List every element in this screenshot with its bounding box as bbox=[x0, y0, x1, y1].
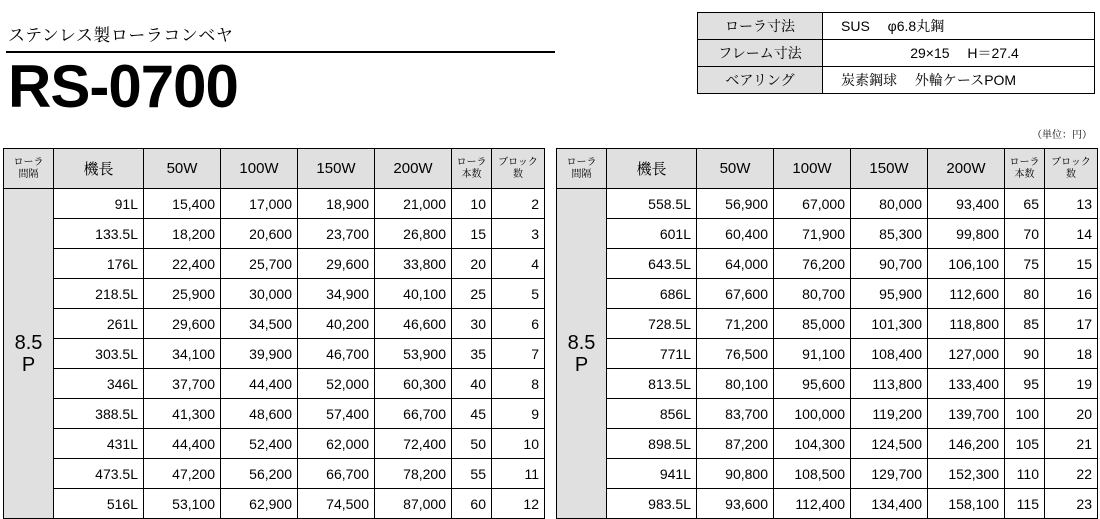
cell-w100: 30,000 bbox=[221, 279, 298, 309]
cell-w100: 44,400 bbox=[221, 369, 298, 399]
cell-blocks: 9 bbox=[492, 399, 545, 429]
cell-w200: 60,300 bbox=[375, 369, 452, 399]
column-header-w200: 200W bbox=[928, 149, 1005, 189]
table-row bbox=[4, 249, 545, 279]
cell-rollers: 90 bbox=[1005, 339, 1045, 369]
table-row bbox=[4, 189, 545, 219]
cell-length: 91L bbox=[54, 189, 144, 219]
cell-w50: 25,900 bbox=[144, 279, 221, 309]
cell-rollers: 35 bbox=[452, 339, 492, 369]
cell-rollers: 25 bbox=[452, 279, 492, 309]
table-row bbox=[557, 339, 1098, 369]
cell-w100: 71,900 bbox=[774, 219, 851, 249]
cell-length: 856L bbox=[607, 399, 697, 429]
cell-w150: 134,400 bbox=[851, 489, 928, 519]
cell-w50: 18,200 bbox=[144, 219, 221, 249]
table-row bbox=[4, 459, 545, 489]
cell-w150: 113,800 bbox=[851, 369, 928, 399]
price-table-left bbox=[3, 148, 545, 519]
column-header-w100: 100W bbox=[774, 149, 851, 189]
cell-rollers: 65 bbox=[1005, 189, 1045, 219]
cell-w150: 108,400 bbox=[851, 339, 928, 369]
cell-rollers: 55 bbox=[452, 459, 492, 489]
table-row bbox=[557, 309, 1098, 339]
cell-w50: 41,300 bbox=[144, 399, 221, 429]
cell-length: 431L bbox=[54, 429, 144, 459]
cell-blocks: 12 bbox=[492, 489, 545, 519]
cell-blocks: 13 bbox=[1045, 189, 1098, 219]
cell-w100: 100,000 bbox=[774, 399, 851, 429]
cell-w50: 44,400 bbox=[144, 429, 221, 459]
cell-w150: 29,600 bbox=[298, 249, 375, 279]
column-header-pitch: ローラ 間隔 bbox=[557, 149, 607, 189]
cell-blocks: 14 bbox=[1045, 219, 1098, 249]
cell-w100: 91,100 bbox=[774, 339, 851, 369]
cell-rollers: 40 bbox=[452, 369, 492, 399]
table-row bbox=[4, 279, 545, 309]
cell-w150: 124,500 bbox=[851, 429, 928, 459]
column-header-w100: 100W bbox=[221, 149, 298, 189]
column-header-w200: 200W bbox=[375, 149, 452, 189]
column-header-rollers: ローラ 本数 bbox=[1005, 149, 1045, 189]
column-header-rollers: ローラ 本数 bbox=[452, 149, 492, 189]
cell-w50: 76,500 bbox=[697, 339, 774, 369]
table-row bbox=[557, 189, 1098, 219]
cell-w150: 40,200 bbox=[298, 309, 375, 339]
cell-w50: 60,400 bbox=[697, 219, 774, 249]
cell-w200: 112,600 bbox=[928, 279, 1005, 309]
table-row bbox=[4, 309, 545, 339]
cell-w150: 85,300 bbox=[851, 219, 928, 249]
cell-blocks: 22 bbox=[1045, 459, 1098, 489]
cell-w100: 85,000 bbox=[774, 309, 851, 339]
cell-w50: 93,600 bbox=[697, 489, 774, 519]
table-row bbox=[557, 369, 1098, 399]
cell-w200: 146,200 bbox=[928, 429, 1005, 459]
cell-w50: 34,100 bbox=[144, 339, 221, 369]
cell-w100: 62,900 bbox=[221, 489, 298, 519]
cell-blocks: 19 bbox=[1045, 369, 1098, 399]
cell-rollers: 75 bbox=[1005, 249, 1045, 279]
cell-blocks: 3 bbox=[492, 219, 545, 249]
cell-w200: 152,300 bbox=[928, 459, 1005, 489]
cell-w150: 119,200 bbox=[851, 399, 928, 429]
table-row bbox=[557, 279, 1098, 309]
cell-w50: 47,200 bbox=[144, 459, 221, 489]
cell-length: 686L bbox=[607, 279, 697, 309]
cell-w100: 34,500 bbox=[221, 309, 298, 339]
cell-w200: 46,600 bbox=[375, 309, 452, 339]
table-row bbox=[557, 399, 1098, 429]
table-row bbox=[4, 429, 545, 459]
spec-label: フレーム寸法 bbox=[698, 40, 823, 67]
cell-w50: 64,000 bbox=[697, 249, 774, 279]
cell-length: 558.5L bbox=[607, 189, 697, 219]
cell-length: 728.5L bbox=[607, 309, 697, 339]
cell-blocks: 6 bbox=[492, 309, 545, 339]
column-header-w150: 150W bbox=[851, 149, 928, 189]
cell-length: 941L bbox=[607, 459, 697, 489]
cell-rollers: 115 bbox=[1005, 489, 1045, 519]
cell-w50: 80,100 bbox=[697, 369, 774, 399]
cell-w200: 133,400 bbox=[928, 369, 1005, 399]
cell-rollers: 105 bbox=[1005, 429, 1045, 459]
cell-rollers: 95 bbox=[1005, 369, 1045, 399]
cell-w100: 67,000 bbox=[774, 189, 851, 219]
cell-length: 771L bbox=[607, 339, 697, 369]
column-header-w50: 50W bbox=[697, 149, 774, 189]
column-header-w150: 150W bbox=[298, 149, 375, 189]
cell-blocks: 8 bbox=[492, 369, 545, 399]
cell-w100: 108,500 bbox=[774, 459, 851, 489]
cell-w150: 74,500 bbox=[298, 489, 375, 519]
table-row bbox=[557, 429, 1098, 459]
cell-w150: 129,700 bbox=[851, 459, 928, 489]
spec-row-frame bbox=[698, 40, 1095, 67]
cell-w100: 76,200 bbox=[774, 249, 851, 279]
cell-w100: 48,600 bbox=[221, 399, 298, 429]
cell-w50: 87,200 bbox=[697, 429, 774, 459]
cell-rollers: 110 bbox=[1005, 459, 1045, 489]
cell-w150: 18,900 bbox=[298, 189, 375, 219]
cell-w200: 127,000 bbox=[928, 339, 1005, 369]
table-row bbox=[4, 219, 545, 249]
cell-length: 133.5L bbox=[54, 219, 144, 249]
cell-blocks: 2 bbox=[492, 189, 545, 219]
cell-rollers: 10 bbox=[452, 189, 492, 219]
column-header-pitch: ローラ 間隔 bbox=[4, 149, 54, 189]
cell-w150: 62,000 bbox=[298, 429, 375, 459]
cell-w150: 52,000 bbox=[298, 369, 375, 399]
cell-w200: 99,800 bbox=[928, 219, 1005, 249]
cell-w100: 52,400 bbox=[221, 429, 298, 459]
cell-w100: 25,700 bbox=[221, 249, 298, 279]
cell-blocks: 21 bbox=[1045, 429, 1098, 459]
cell-rollers: 85 bbox=[1005, 309, 1045, 339]
cell-w200: 53,900 bbox=[375, 339, 452, 369]
header-row bbox=[557, 149, 1098, 189]
cell-w100: 56,200 bbox=[221, 459, 298, 489]
spec-row-roller bbox=[698, 13, 1095, 40]
cell-w150: 57,400 bbox=[298, 399, 375, 429]
cell-w150: 34,900 bbox=[298, 279, 375, 309]
cell-w200: 93,400 bbox=[928, 189, 1005, 219]
cell-w200: 106,100 bbox=[928, 249, 1005, 279]
cell-w200: 33,800 bbox=[375, 249, 452, 279]
cell-rollers: 50 bbox=[452, 429, 492, 459]
table-row bbox=[4, 489, 545, 519]
table-row bbox=[557, 219, 1098, 249]
cell-rollers: 70 bbox=[1005, 219, 1045, 249]
cell-w200: 26,800 bbox=[375, 219, 452, 249]
cell-w150: 23,700 bbox=[298, 219, 375, 249]
cell-w150: 90,700 bbox=[851, 249, 928, 279]
cell-rollers: 80 bbox=[1005, 279, 1045, 309]
cell-blocks: 10 bbox=[492, 429, 545, 459]
cell-w200: 87,000 bbox=[375, 489, 452, 519]
cell-w200: 40,100 bbox=[375, 279, 452, 309]
spec-value: 29×15 H＝27.4 bbox=[823, 40, 1095, 67]
cell-length: 346L bbox=[54, 369, 144, 399]
cell-w50: 37,700 bbox=[144, 369, 221, 399]
cell-rollers: 15 bbox=[452, 219, 492, 249]
cell-w200: 158,100 bbox=[928, 489, 1005, 519]
cell-w200: 21,000 bbox=[375, 189, 452, 219]
cell-w50: 56,900 bbox=[697, 189, 774, 219]
cell-rollers: 20 bbox=[452, 249, 492, 279]
cell-blocks: 11 bbox=[492, 459, 545, 489]
cell-w100: 112,400 bbox=[774, 489, 851, 519]
cell-w100: 104,300 bbox=[774, 429, 851, 459]
cell-w100: 95,600 bbox=[774, 369, 851, 399]
cell-w100: 39,900 bbox=[221, 339, 298, 369]
table-row bbox=[557, 249, 1098, 279]
cell-w150: 66,700 bbox=[298, 459, 375, 489]
cell-blocks: 16 bbox=[1045, 279, 1098, 309]
cell-length: 303.5L bbox=[54, 339, 144, 369]
cell-w50: 53,100 bbox=[144, 489, 221, 519]
spec-row-bearing bbox=[698, 67, 1095, 94]
cell-w200: 139,700 bbox=[928, 399, 1005, 429]
cell-w150: 46,700 bbox=[298, 339, 375, 369]
cell-w50: 22,400 bbox=[144, 249, 221, 279]
unit-note: （単位：円） bbox=[1032, 130, 1092, 141]
cell-blocks: 15 bbox=[1045, 249, 1098, 279]
cell-w50: 83,700 bbox=[697, 399, 774, 429]
cell-length: 898.5L bbox=[607, 429, 697, 459]
cell-w100: 20,600 bbox=[221, 219, 298, 249]
cell-length: 813.5L bbox=[607, 369, 697, 399]
cell-w200: 78,200 bbox=[375, 459, 452, 489]
column-header-length: 機長 bbox=[607, 149, 697, 189]
cell-w100: 17,000 bbox=[221, 189, 298, 219]
cell-length: 176L bbox=[54, 249, 144, 279]
cell-blocks: 4 bbox=[492, 249, 545, 279]
table-row bbox=[557, 489, 1098, 519]
price-table-right bbox=[556, 148, 1098, 519]
cell-rollers: 60 bbox=[452, 489, 492, 519]
cell-w50: 90,800 bbox=[697, 459, 774, 489]
column-header-blocks: ブロック 数 bbox=[492, 149, 545, 189]
spec-label: ローラ寸法 bbox=[698, 13, 823, 40]
cell-length: 473.5L bbox=[54, 459, 144, 489]
table-row bbox=[557, 459, 1098, 489]
column-header-w50: 50W bbox=[144, 149, 221, 189]
cell-length: 261L bbox=[54, 309, 144, 339]
table-row bbox=[4, 369, 545, 399]
cell-w50: 15,400 bbox=[144, 189, 221, 219]
cell-length: 516L bbox=[54, 489, 144, 519]
cell-rollers: 30 bbox=[452, 309, 492, 339]
table-row bbox=[4, 339, 545, 369]
cell-w150: 101,300 bbox=[851, 309, 928, 339]
cell-blocks: 5 bbox=[492, 279, 545, 309]
product-subtitle: ステンレス製ローラコンベヤ bbox=[8, 26, 234, 45]
cell-w200: 72,400 bbox=[375, 429, 452, 459]
cell-w150: 95,900 bbox=[851, 279, 928, 309]
column-header-blocks: ブロック 数 bbox=[1045, 149, 1098, 189]
cell-blocks: 17 bbox=[1045, 309, 1098, 339]
cell-w50: 29,600 bbox=[144, 309, 221, 339]
cell-length: 601L bbox=[607, 219, 697, 249]
table-row bbox=[4, 399, 545, 429]
cell-w50: 71,200 bbox=[697, 309, 774, 339]
cell-length: 983.5L bbox=[607, 489, 697, 519]
cell-w100: 80,700 bbox=[774, 279, 851, 309]
spec-label: ベアリング bbox=[698, 67, 823, 94]
cell-blocks: 18 bbox=[1045, 339, 1098, 369]
cell-w150: 80,000 bbox=[851, 189, 928, 219]
roller-pitch-cell: 8.5 P bbox=[4, 189, 54, 519]
column-header-length: 機長 bbox=[54, 149, 144, 189]
cell-blocks: 23 bbox=[1045, 489, 1098, 519]
cell-length: 643.5L bbox=[607, 249, 697, 279]
cell-w50: 67,600 bbox=[697, 279, 774, 309]
spec-table bbox=[697, 12, 1095, 94]
spec-value: SUS φ6.8丸鋼 bbox=[823, 13, 1095, 40]
cell-rollers: 45 bbox=[452, 399, 492, 429]
cell-w200: 118,800 bbox=[928, 309, 1005, 339]
cell-length: 388.5L bbox=[54, 399, 144, 429]
cell-blocks: 7 bbox=[492, 339, 545, 369]
cell-blocks: 20 bbox=[1045, 399, 1098, 429]
header-row bbox=[4, 149, 545, 189]
model-number: RS-0700 bbox=[8, 53, 238, 120]
cell-length: 218.5L bbox=[54, 279, 144, 309]
cell-rollers: 100 bbox=[1005, 399, 1045, 429]
spec-value: 炭素鋼球 外輪ケースPOM bbox=[823, 67, 1095, 94]
cell-w200: 66,700 bbox=[375, 399, 452, 429]
roller-pitch-cell: 8.5 P bbox=[557, 189, 607, 519]
